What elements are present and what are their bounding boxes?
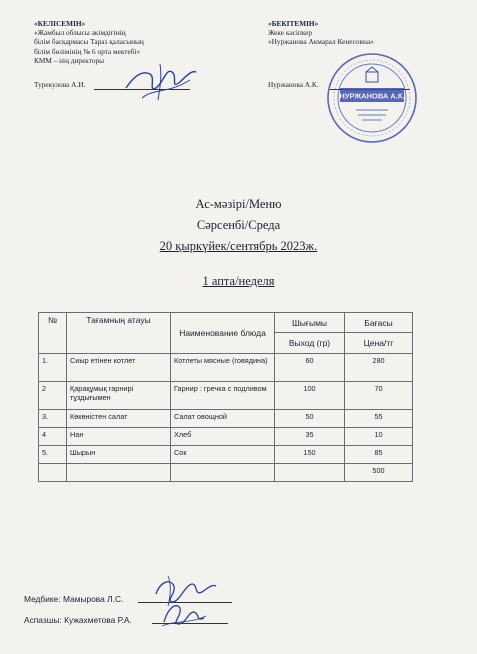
row-price: 280	[345, 354, 413, 382]
header-price-kz: Бағасы	[345, 313, 413, 333]
row-number: 1.	[39, 354, 67, 382]
day-title: Сәрсенбі/Среда	[196, 218, 281, 232]
total-empty-cell	[67, 464, 171, 482]
seal-stamp	[326, 52, 418, 144]
table-row	[39, 354, 413, 382]
table-row	[39, 428, 413, 446]
row-yield: 50	[275, 410, 345, 428]
row-number: 5.	[39, 446, 67, 464]
agreed-line: КММ – нің директоры	[34, 55, 105, 65]
row-number: 3.	[39, 410, 67, 428]
approval-block-approved	[268, 19, 438, 47]
row-dish-ru: Салат овощной	[171, 410, 275, 428]
date-title: 20 қыркүйек/сентябрь 2023ж.	[159, 239, 318, 253]
menu-title: Ас-мәзірі/Меню	[195, 197, 282, 211]
row-dish-ru: Котлеты мясные (говядина)	[171, 354, 275, 382]
row-dish-kz: Көкөністен салат	[67, 410, 171, 428]
header-price-ru: Цена/тг	[345, 333, 413, 354]
row-price: 55	[345, 410, 413, 428]
medic-signature-label: Медбике: Мамырова Л.С.	[24, 594, 124, 604]
agreed-line: «Жамбыл облысы әкімдігінің	[34, 28, 126, 38]
header-number: №	[39, 313, 67, 354]
table-row	[39, 446, 413, 464]
header-dish-name-ru: Наименование блюда	[171, 313, 275, 354]
agreed-title: «КЕЛІСЕМІН»	[34, 19, 86, 28]
total-empty-cell	[39, 464, 67, 482]
agreed-signer: Турекулова А.И.	[34, 80, 86, 89]
row-dish-kz: Қарақұмық гарнирі тұздығымен	[67, 382, 171, 410]
cook-signature	[158, 596, 210, 630]
row-price: 85	[345, 446, 413, 464]
row-price: 70	[345, 382, 413, 410]
table-total-row	[39, 464, 413, 482]
approved-signer: Нуржанова А.К.	[268, 80, 319, 89]
header-dish-name-kz: Тағамның атауы	[67, 313, 171, 354]
header-yield-kz: Шығымы	[275, 313, 345, 333]
row-number: 2	[39, 382, 67, 410]
total-empty-cell	[275, 464, 345, 482]
row-yield: 150	[275, 446, 345, 464]
row-price: 10	[345, 428, 413, 446]
week-title: 1 апта/неделя	[202, 274, 275, 288]
menu-table	[38, 312, 413, 482]
row-yield: 100	[275, 382, 345, 410]
row-yield: 35	[275, 428, 345, 446]
cook-signature-label: Аспазшы: Кужахметова Р.А.	[24, 615, 132, 625]
approved-title: «БЕКІТЕМІН»	[268, 19, 319, 28]
approved-line: Жеке кәсіпкер	[268, 28, 313, 38]
row-dish-kz: Нан	[67, 428, 171, 446]
total-price: 500	[345, 464, 413, 482]
total-empty-cell	[171, 464, 275, 482]
row-dish-kz: Сиыр етінен котлет	[67, 354, 171, 382]
table-row	[39, 410, 413, 428]
row-dish-kz: Шырын	[67, 446, 171, 464]
header-yield-ru: Выход (гр)	[275, 333, 345, 354]
table-header-row	[39, 313, 413, 333]
row-dish-ru: Хлеб	[171, 428, 275, 446]
agreed-line: білім бөлімінің № 6 орта мектебі»	[34, 46, 141, 56]
row-dish-ru: Гарнир : гречка с подливом	[171, 382, 275, 410]
approved-line: «Нуржанова Акмарал Кенесовна»	[268, 37, 374, 47]
row-yield: 60	[275, 354, 345, 382]
director-signature	[120, 58, 200, 104]
stamp-text: НУРЖАНОВА А.К.	[339, 91, 405, 101]
row-number: 4	[39, 428, 67, 446]
table-row	[39, 382, 413, 410]
row-dish-ru: Сок	[171, 446, 275, 464]
agreed-line: білім басқармасы Тараз қаласының	[34, 37, 144, 47]
